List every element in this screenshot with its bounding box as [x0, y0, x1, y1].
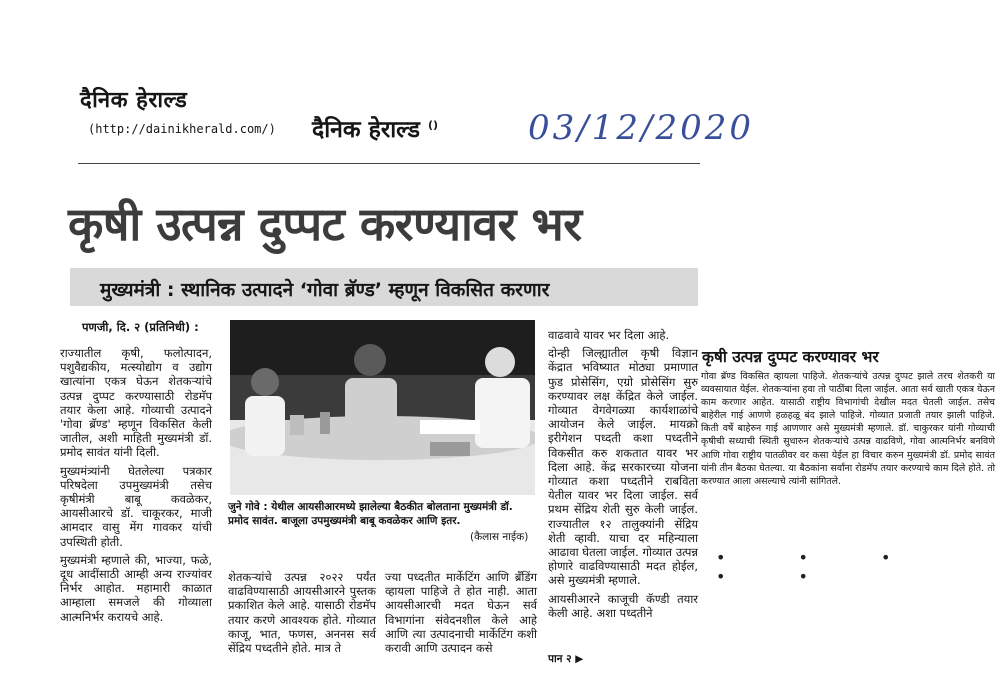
masthead-secondary-title: दैनिक हेराल्ड [312, 117, 420, 143]
handwritten-date: 03/12/2020 [528, 108, 754, 148]
article-subheadline: मुख्यमंत्री : स्थानिक उत्पादने ‘गोवा ब्रॅण्ड’ म्हणून विकसित करणार [100, 279, 550, 301]
newspaper-masthead-secondary [312, 112, 438, 144]
column5-paragraph-3: आयसीआरने काजूची कॅण्डी तयार केली आहे. अशा पध्दतीने [548, 591, 698, 620]
column1-paragraph-2: मुख्यमंत्र्यांनी घेतलेल्या पत्रकार परिषदेला उपमुख्यमंत्री तसेच कृषीमंत्री बाबू कवळेकर, आयसीआरचे डॉ. चाकूरकर, माजी आमदार वासु मेंग गावकर यांची उपस्थिती होती. [60, 463, 212, 549]
continued-page-marker: पान २ ▶ [548, 653, 584, 665]
header-divider [78, 163, 700, 164]
column1-paragraph-3: मुख्यमंत्री म्हणाले की, भाज्या, फळे, दूध आदींसाठी आम्ही अन्य राज्यांवर निर्भर आहोत. महामारी काळात आम्हाला समजले की गोव्याला आत्मनिर्भर करायचे आहे. [60, 552, 212, 624]
separator-dots: • • • • • [716, 548, 925, 586]
article-headline: कृषी उत्पन्न दुप्पट करण्यावर भर [68, 197, 582, 251]
clip-headline: कृषी उत्पन्न दुप्पट करण्यावर भर [702, 348, 879, 366]
registered-mark: () [428, 118, 439, 132]
photo-credit: (कैलास नाईक) [470, 531, 529, 543]
clip-body-text: गोवा ब्रॅण्ड विकसित व्हायला पाहिजे. शेतकऱ्यांचे उत्पन्न दुप्पट झाले तरच शेतकरी या व्यवसायात येईल. शेतकऱ्यांना हवा तो पाठींबा दिला जाईल. आता सर्व खाती एकत्र येऊन काम करणार आहेत. यासाठी राष्ट्रीय विभागांची देखील मदत घेतली जाईल. तसेच बाहेरील गाई आणणे हळहळू बंद झाले पाहिजे. गोव्यात प्रजाती तयार झाली पाहिजे. किती वर्षे बाहेरुन गाई आणणार असे मुख्यमंत्री म्हणाले. डॉ. चाकुरकर यांनी गोव्याची कृषीची सध्याची स्थिती सुधारुन शेतकऱ्यांचे उत्पन्न वाढविणे, गोवा आत्मनिर्भर बनविणे आणि गोवा राष्ट्रीय पातळीवर वर कसा येईल हा विचार करुन मुख्यमंत्री डॉ. प्रमोद सावंत यांनी तीन बैठका घेतल्या. या बैठकांना सर्वांना रोडमॅप तयार करण्याचे काम दिले होते. तो करण्यात आला असल्याचे त्यांनी सांगितले. [701, 371, 995, 487]
meeting-photo-illustration [230, 320, 535, 495]
column5-paragraph-1: वाढवावे यावर भर दिला आहे. [548, 328, 670, 342]
newspaper-masthead: दैनिक हेराल्ड [80, 88, 188, 113]
meeting-photo [230, 320, 535, 495]
photo-caption: जुने गोवे : येथील आयसीआरमध्ये झालेल्या बैठकीत बोलताना मुख्यमंत्री डॉ. प्रमोद सावंत. बाजूला उपमुख्यमंत्री बाबू कवळेकर आणि इतर. [228, 501, 513, 527]
newspaper-url: (http://dainikherald.com/) [88, 122, 276, 136]
column5-paragraph-2: दोन्ही जिल्ह्यातील कृषी विज्ञान केंद्रात भविष्यात मोठ्या प्रमाणात फुड प्रोसेसिंग, एग्रो प्रोसेसिंग सुरु करण्यावर लक्ष केंद्रित केले जाईल. गोव्यात वेगवेगळ्या कार्यशाळांचे आयोजन केले जाईल. मायक्रो इरीगेशन पध्दती कशा पध्दतीने विकसीत करु शकतात यावर भर दिला आहे. केंद्र सरकारच्या योजना गोव्यात कशा पध्दतीने राबविता येतील यावर भर दिला जाईल. सर्व प्रथम सेंद्रिय शेती सुरु केली जाईल. राज्यातील १२ तालुक्यांनी सेंद्रिय शेती व्हावी. याचा दर महिन्याला आढावा घेतला जाईल. गोव्यात उत्पन्न होणारे वाढविण्यासाठी मदत होईल, असे मुख्यमंत्री म्हणाले. [548, 346, 698, 588]
article-column-4: ज्या पध्दतीत मार्केटिंग आणि ब्रॅंडिंग व्हायला पाहिजे ते होत नाही. आता आयसीआरची मदत घेऊन सर्व विभागांना संवेदनशील केले आहे आणि त्या उत्पादनाची मार्केटिंग कशी करावी आणि उत्पादन कसे [385, 570, 537, 656]
article-dateline: पणजी, दि. २ (प्रतिनिधी) : [82, 320, 199, 334]
article-column-5 [548, 328, 698, 624]
article-column-3: शेतकऱ्यांचे उत्पन्न २०२२ पर्यंत वाढविण्यासाठी आयसीआरने पुस्तक प्रकाशित केले आहे. यासाठी रोडमॅप तयार करणे आवश्यक होते. गोव्यात काजू, भात, फणस, अननस सर्व सेंद्रिय पध्दतीने होते. मात्र ते [228, 570, 376, 656]
column1-paragraph-1: राज्यातील कृषी, फलोत्पादन, पशुवैद्यकीय, मत्स्योद्योग व उद्योग खात्यांना एकत्र घेऊन शेतकऱ्यांचे उत्पन्न दुप्पट करण्यासाठी रोडमॅप तयार केला आहे. गोव्याची उत्पादने 'गोवा ब्रॅण्ड' म्हणून विकसित केली जातील, अशी माहिती मुख्यमंत्री डॉ. प्रमोद सावंत यांनी दिली. [60, 346, 212, 460]
article-column-1 [60, 346, 212, 628]
